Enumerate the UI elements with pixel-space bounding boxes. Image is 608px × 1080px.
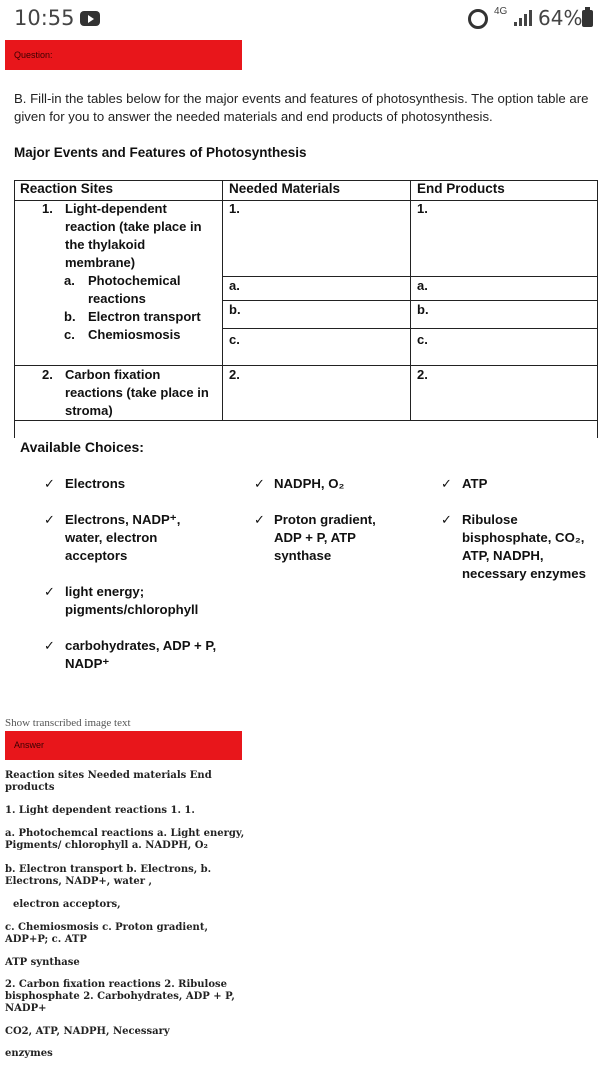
youtube-notification-icon — [80, 11, 100, 26]
answer-line: ATP synthase — [5, 957, 80, 968]
choice-carbohydrates: carbohydrates, ADP + P, NADP⁺ — [65, 638, 217, 671]
check-icon: ✓ — [44, 638, 55, 653]
battery-icon — [582, 10, 593, 27]
choice-ribulose: Ribulose bisphosphate, CO₂, ATP, NADPH, necessary enzymes — [462, 512, 586, 581]
answer-line: a. Photochemcal reactions a. Light energy, Pigments/ chlorophyll a. NADPH, O₂ — [5, 828, 245, 851]
check-icon: ✓ — [254, 512, 265, 527]
site1-number: 1. — [42, 201, 53, 216]
answer-line: c. Chemiosmosis c. Proton gradient, ADP+P; c. ATP — [5, 922, 208, 945]
status-bar — [0, 0, 608, 38]
instructions: B. Fill-in the tables below for the major events and features of photosynthesis. The option table are given for you to answer the needed materials and end products of photosynthesis. — [14, 91, 589, 124]
answer-line: 2. Carbon fixation reactions 2. Ribulose bisphosphate 2. Carbohydrates, ADP + P, NADP+ — [5, 979, 235, 1014]
choice-electrons-nadp: Electrons, NADP⁺, water, electron acceptors — [65, 512, 181, 563]
product-b: b. — [417, 302, 429, 317]
needed-c: c. — [229, 332, 240, 347]
sub-b-number: b. — [64, 309, 76, 324]
choice-light-energy: light energy; pigments/chlorophyll — [65, 584, 199, 617]
clock: 10:55 — [14, 6, 75, 30]
check-icon: ✓ — [254, 476, 265, 491]
header-needed-materials: Needed Materials — [229, 181, 341, 196]
sub-c-number: c. — [64, 327, 75, 342]
product-c: c. — [417, 332, 428, 347]
product-1: 1. — [417, 201, 428, 216]
check-icon: ✓ — [441, 476, 452, 491]
answer-line: b. Electron transport b. Electrons, b. Electrons, NADP+, water , — [5, 864, 212, 887]
choice-nadph-o2: NADPH, O₂ — [274, 476, 345, 491]
site1-label: Light-dependent reaction (take place in the thylakoid membrane) — [65, 201, 202, 270]
header-end-products: End Products — [417, 181, 505, 196]
question-label: Question: — [5, 40, 242, 70]
section-title: Major Events and Features of Photosynthesis — [14, 145, 307, 160]
answer-line: CO2, ATP, NADPH, Necessary — [5, 1026, 170, 1037]
signal-icon — [514, 10, 532, 26]
product-2: 2. — [417, 367, 428, 382]
site2-number: 2. — [42, 367, 53, 382]
answer-label: Answer — [5, 731, 242, 760]
check-icon: ✓ — [44, 584, 55, 599]
choices-title: Available Choices: — [20, 439, 144, 455]
check-icon: ✓ — [441, 512, 452, 527]
battery-percent: 64% — [538, 6, 583, 30]
needed-2: 2. — [229, 367, 240, 382]
site2-label: Carbon fixation reactions (take place in stroma) — [65, 367, 209, 418]
alarm-icon — [468, 9, 488, 29]
check-icon: ✓ — [44, 476, 55, 491]
answer-line: Reaction sites Needed materials End products — [5, 770, 212, 793]
choice-atp: ATP — [462, 476, 488, 491]
answer-line: 1. Light dependent reactions 1. 1. — [5, 805, 195, 816]
sub-b-label: Electron transport — [88, 309, 201, 324]
sub-a-number: a. — [64, 273, 75, 288]
answer-line: electron acceptors, — [13, 899, 121, 910]
needed-a: a. — [229, 278, 240, 293]
sub-c-label: Chemiosmosis — [88, 327, 181, 342]
sub-a-label: Photochemical reactions — [88, 273, 181, 306]
needed-1: 1. — [229, 201, 240, 216]
network-label: 4G — [494, 6, 508, 17]
choice-proton-gradient: Proton gradient, ADP + P, ATP synthase — [274, 512, 376, 563]
choice-electrons: Electrons — [65, 476, 126, 491]
show-transcribed-link[interactable]: Show transcribed image text — [5, 717, 131, 729]
answer-line: enzymes — [5, 1048, 53, 1059]
product-a: a. — [417, 278, 428, 293]
header-reaction-sites: Reaction Sites — [20, 181, 114, 196]
check-icon: ✓ — [44, 512, 55, 527]
needed-b: b. — [229, 302, 241, 317]
photosynthesis-table — [14, 180, 598, 440]
